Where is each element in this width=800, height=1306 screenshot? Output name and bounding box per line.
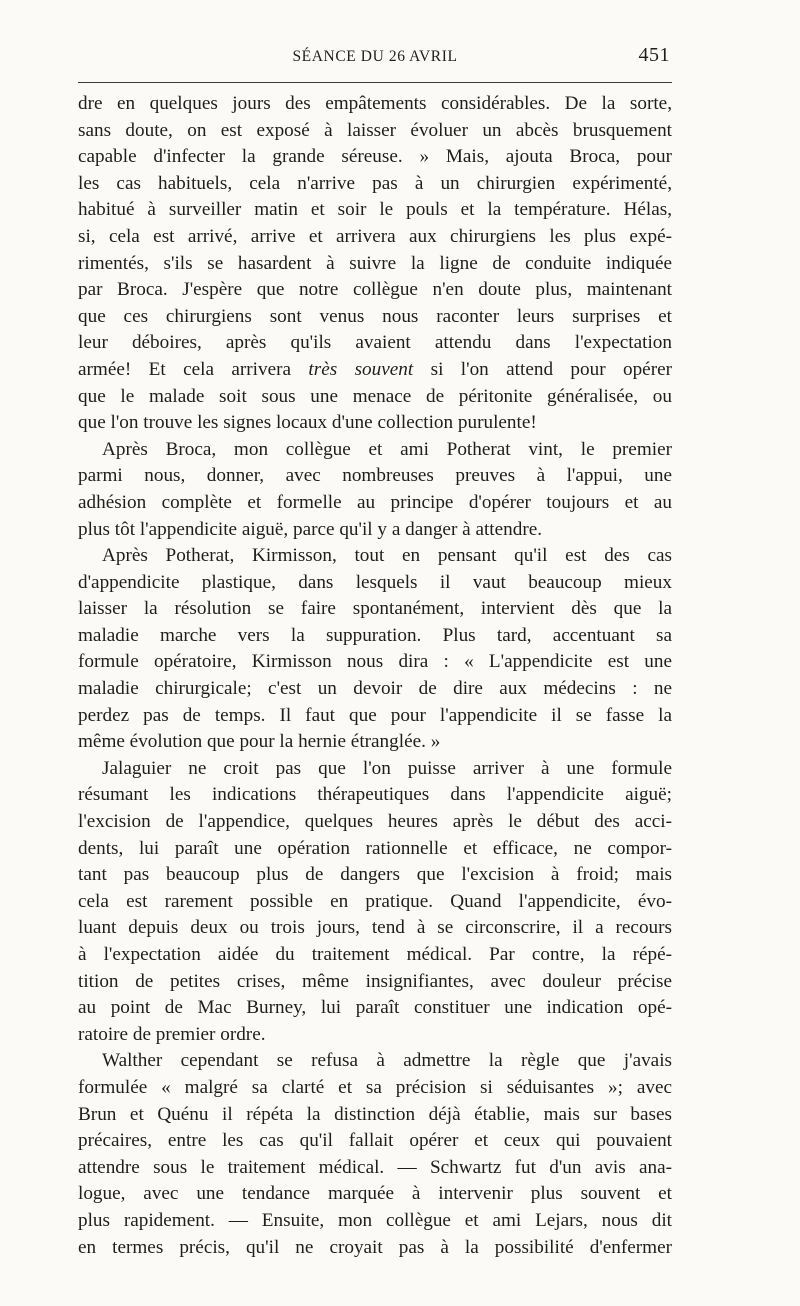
text-line: leur déboires, après qu'ils avaient attendu dans l'expectation (78, 332, 672, 354)
text-line: rimentés, s'ils se hasardent à suivre la ligne de conduite indiquée (78, 252, 672, 274)
text-line: Walther cependant se refusa à admettre la règle que j'avais (102, 1050, 672, 1072)
text-line: d'appendicite plastique, dans lesquels il vaut beaucoup mieux (78, 571, 672, 593)
text-segment: armée! Et cela arrivera (78, 358, 309, 380)
text-line: plus rapidement. — Ensuite, mon collègue et ami Lejars, nous dit (78, 1209, 672, 1231)
text-line: tant pas beaucoup plus de dangers que l'excision à froid; mais (78, 864, 672, 886)
text-line: précaires, entre les cas qu'il fallait opérer et ceux qui pouvaient (78, 1130, 672, 1152)
text-line: capable d'infecter la grande séreuse. » Mais, ajouta Broca, pour (78, 146, 672, 168)
page-number: 451 (638, 44, 670, 66)
text-line: attendre sous le traitement médical. — Schwartz fut d'un avis ana- (78, 1156, 672, 1178)
text-line: Jalaguier ne croit pas que l'on puisse arriver à une formule (102, 757, 672, 779)
text-line (78, 357, 672, 384)
text-line: que l'on trouve les signes locaux d'une collection purulente! (78, 412, 537, 434)
text-line: adhésion complète et formelle au principe d'opérer toujours et au (78, 491, 672, 513)
text-line: Brun et Quénu il répéta la distinction déjà établie, mais sur bases (78, 1103, 672, 1125)
text-line: formule opératoire, Kirmisson nous dira : « L'appendicite est une (78, 651, 672, 673)
text-line: même évolution que pour la hernie étranglée. » (78, 731, 441, 753)
text-line: dre en quelques jours des empâtements considérables. De la sorte, (78, 93, 672, 114)
text-line: résumant les indications thérapeutiques dans l'appendicite aiguë; (78, 784, 672, 806)
text-segment: si l'on attend pour opérer (413, 358, 672, 380)
text-line: cela est rarement possible en pratique. Quand l'appendicite, évo- (78, 890, 672, 912)
text-line: perdez pas de temps. Il faut que pour l'appendicite il se fasse la (78, 704, 672, 726)
text-line: Après Potherat, Kirmisson, tout en pensant qu'il est des cas (102, 545, 672, 567)
text-line: en termes précis, qu'il ne croyait pas à la possibilité d'enfermer (78, 1236, 672, 1258)
text-line: sans doute, on est exposé à laisser évoluer un abcès brusquement (78, 119, 672, 141)
emphasis-text: très souvent (308, 358, 414, 380)
text-line: si, cela est arrivé, arrive et arrivera aux chirurgiens les plus expé- (78, 225, 672, 247)
running-head: SÉANCE DU 26 AVRIL (292, 48, 458, 65)
page-header (78, 44, 672, 70)
text-line: maladie chirurgicale; c'est un devoir de dire aux médecins : ne (78, 678, 672, 700)
text-line: par Broca. J'espère que notre collègue n'en doute plus, maintenant (78, 279, 672, 301)
text-line: habitué à surveiller matin et soir le pouls et la température. Hélas, (78, 199, 672, 221)
text-line: luant depuis deux ou trois jours, tend à se circonscrire, il a recours (78, 917, 672, 939)
text-line: l'excision de l'appendice, quelques heures après le début des acci- (78, 811, 672, 833)
text-line: maladie marche vers la suppuration. Plus tard, accentuant sa (78, 624, 672, 646)
text-line: logue, avec une tendance marquée à intervenir plus souvent et (78, 1183, 672, 1205)
text-line: à l'expectation aidée du traitement médical. Par contre, la répé- (78, 944, 672, 965)
text-line: parmi nous, donner, avec nombreuses preuves à l'appui, une (78, 465, 672, 487)
text-line: Après Broca, mon collègue et ami Potherat vint, le premier (102, 438, 672, 460)
text-line: plus tôt l'appendicite aiguë, parce qu'il y a danger à attendre. (78, 518, 543, 540)
body-text (78, 91, 672, 1261)
text-line: que le malade soit sous une menace de péritonite généralisée, ou (78, 385, 672, 407)
text-line: tition de petites crises, même insignifiantes, avec douleur précise (78, 970, 672, 992)
text-line: ratoire de premier ordre. (78, 1023, 266, 1045)
header-rule (78, 82, 672, 83)
text-line: les cas habituels, cela n'arrive pas à un chirurgien expérimenté, (78, 172, 672, 194)
text-line: que ces chirurgiens sont venus nous raconter leurs surprises et (78, 305, 672, 327)
text-line: au point de Mac Burney, lui paraît constituer une indication opé- (78, 997, 672, 1019)
text-line: formulée « malgré sa clarté et sa précision si séduisantes »; avec (78, 1076, 672, 1098)
text-line: laisser la résolution se faire spontanément, intervient dès que la (78, 598, 672, 620)
text-line: dents, lui paraît une opération rationnelle et efficace, ne compor- (78, 837, 672, 859)
